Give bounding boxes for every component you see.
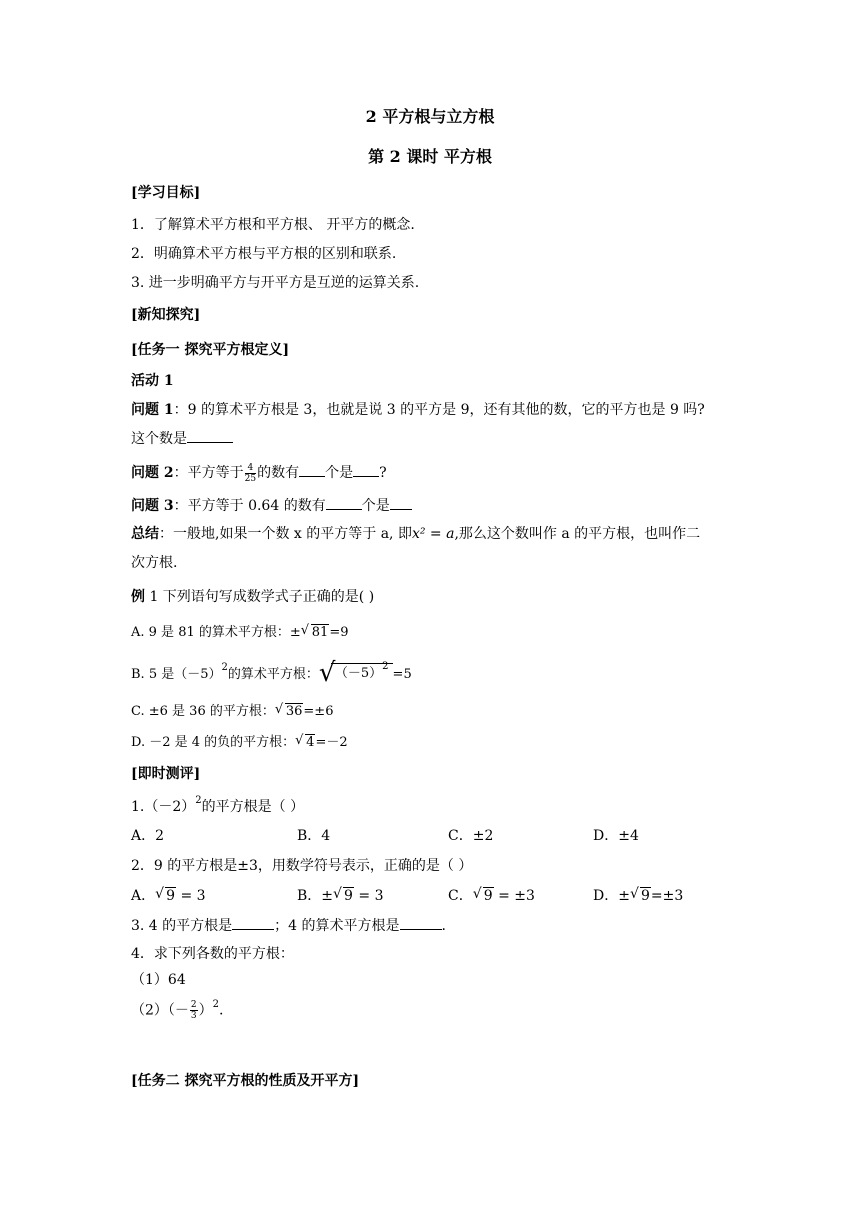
test-q4-item-2: （2）（－ $\frac{2}{3}$ ）$^2$. (131, 998, 224, 1021)
example-1: 例 1 下列语句写成数学式子正确的是( ) (131, 589, 375, 605)
task2-heading: [任务二 探究平方根的性质及开平方] (131, 1073, 360, 1089)
question-1: 问题 1：9 的算术平方根是 3，也就是说 3 的平方是 9，还有其他的数，它的平方也是 9 吗? (131, 402, 705, 418)
test-heading: [即时测评] (131, 766, 201, 782)
objectives-heading: [学习目标] (131, 185, 201, 201)
test-question-4: 4．求下列各数的平方根： (131, 946, 294, 962)
test-q1-option-d[interactable]: D．±4 (593, 828, 639, 844)
test-q1-option-a[interactable]: A．2 (131, 828, 165, 844)
test-q2-option-d[interactable]: D．± √ 9=±3 (593, 886, 684, 904)
fraction: $\frac{2}{3}$ (190, 1000, 197, 1021)
objective-item: 2．明确算术平方根与平方根的区别和联系. (131, 246, 397, 262)
question-1-line2: 这个数是 (131, 428, 233, 449)
objective-item: 3. 进一步明确平方与开平方是互逆的运算关系. (131, 275, 420, 291)
page-subtitle: 第 2 课时 平方根 (368, 147, 492, 166)
question-2: 问题 2：平方等于 $\frac{4}{25}$ 的数有 个是 ? (131, 462, 387, 484)
test-question-2: 2．9 的平方根是±3，用数学符号表示，正确的是（ ） (131, 858, 473, 874)
test-question-3: 3. 4 的平方根是 ；4 的算术平方根是 . (131, 915, 446, 936)
answer-blank[interactable] (390, 495, 412, 510)
example-option-a: A. 9 是 81 的算术平方根：± √ 81=9 (131, 623, 349, 640)
test-q2-option-a[interactable]: A． √ 9 = 3 (131, 886, 206, 904)
answer-blank[interactable] (299, 462, 325, 477)
summary-line2: 次方根. (131, 555, 178, 571)
answer-blank[interactable] (400, 915, 442, 930)
test-q2-option-c[interactable]: C． √ 9 = ±3 (448, 886, 535, 904)
example-option-d: D. －2 是 4 的负的平方根： √ 4=－2 (131, 733, 348, 750)
answer-blank[interactable] (232, 915, 274, 930)
page-title: 2 平方根与立方根 (365, 107, 495, 126)
test-q1-option-b[interactable]: B．4 (297, 828, 331, 844)
test-q2-option-b[interactable]: B．± √ 9 = 3 (297, 886, 384, 904)
example-option-c: C. ±6 是 36 的平方根： √ 36=±6 (131, 702, 334, 719)
fraction: $\frac{4}{25}$ (244, 462, 257, 484)
question-3: 问题 3：平方等于 0.64 的数有 个是 (131, 495, 412, 516)
answer-blank[interactable] (353, 462, 379, 477)
test-q1-option-c[interactable]: C．±2 (448, 828, 494, 844)
test-q4-item-1: （1）64 (131, 972, 186, 988)
example-option-b: B. 5 是$(-5)^2$的算术平方根： √ $(-5)^2=5$ (131, 658, 412, 688)
objective-item: 1．了解算术平方根和平方根、 开平方的概念. (131, 217, 415, 233)
test-question-1: $1.(-2)^2$的平方根是（ ） (131, 795, 305, 815)
explore-heading: [新知探究] (131, 307, 201, 323)
summary: 总结：一般地,如果一个数 x 的平方等于 a, 即x² = a,那么这个数叫作 a 的平方根，也叫作二 (131, 526, 701, 542)
answer-blank[interactable] (187, 428, 233, 443)
activity-label: 活动 1 (131, 373, 174, 389)
task1-heading: [任务一 探究平方根定义] (131, 342, 290, 358)
answer-blank[interactable] (326, 495, 362, 510)
